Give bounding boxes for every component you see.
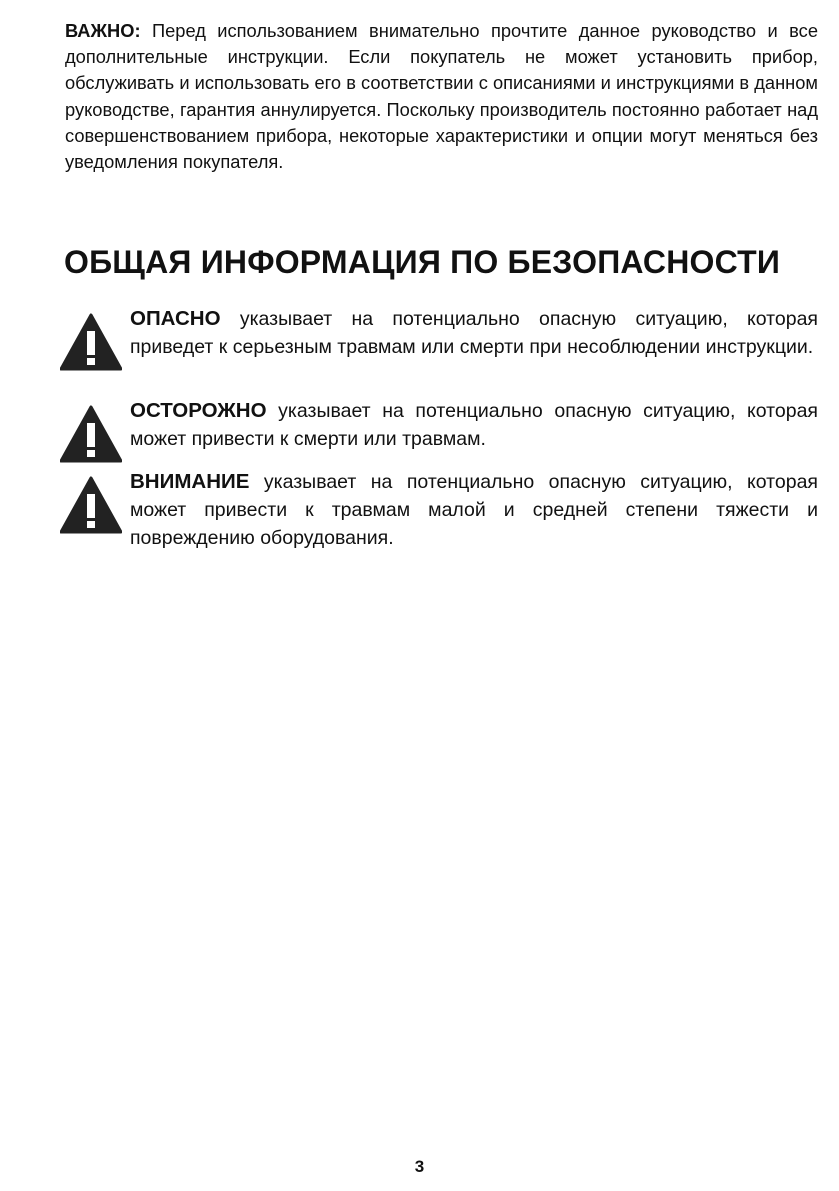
warning-label: ОСТОРОЖНО bbox=[130, 399, 267, 422]
warning-attention bbox=[60, 468, 818, 552]
warning-text: указывает на потенциально опасную ситуацию, которая может привести к смерти или травмам. bbox=[130, 400, 818, 450]
warning-caution bbox=[60, 397, 818, 453]
warning-text: указывает на потенциально опасную ситуацию, которая может привести к травмам малой и средней степени тяжести и повреждению оборудования. bbox=[130, 471, 818, 549]
warning-triangle-icon bbox=[60, 313, 122, 371]
warning-label: ОПАСНО bbox=[130, 307, 221, 330]
warning-triangle-icon bbox=[60, 405, 122, 463]
page-number: 3 bbox=[414, 1157, 425, 1176]
important-notice bbox=[65, 18, 818, 175]
warning-triangle-icon bbox=[60, 476, 122, 534]
warning-label: ВНИМАНИЕ bbox=[130, 470, 250, 493]
important-text: Перед использованием внимательно прочтите данное руководство и все дополнительные инструкции. Если покупатель не может установить прибор, обслуживать и использовать его в соответствии с описаниями и инструкциями в данном руководстве, гарантия аннулируется. Поскольку производитель постоянно работает над совершенствованием прибора, некоторые характеристики и опции могут меняться без уведомления покупателя. bbox=[65, 20, 818, 173]
warning-text: указывает на потенциально опасную ситуацию, которая приведет к серьезным травмам или смерти при несоблюдении инструкции. bbox=[130, 308, 818, 358]
warning-danger bbox=[60, 305, 818, 361]
important-label: ВАЖНО: bbox=[65, 20, 141, 41]
section-heading: ОБЩАЯ ИНФОРМАЦИЯ ПО БЕЗОПАСНОСТИ bbox=[64, 244, 781, 280]
